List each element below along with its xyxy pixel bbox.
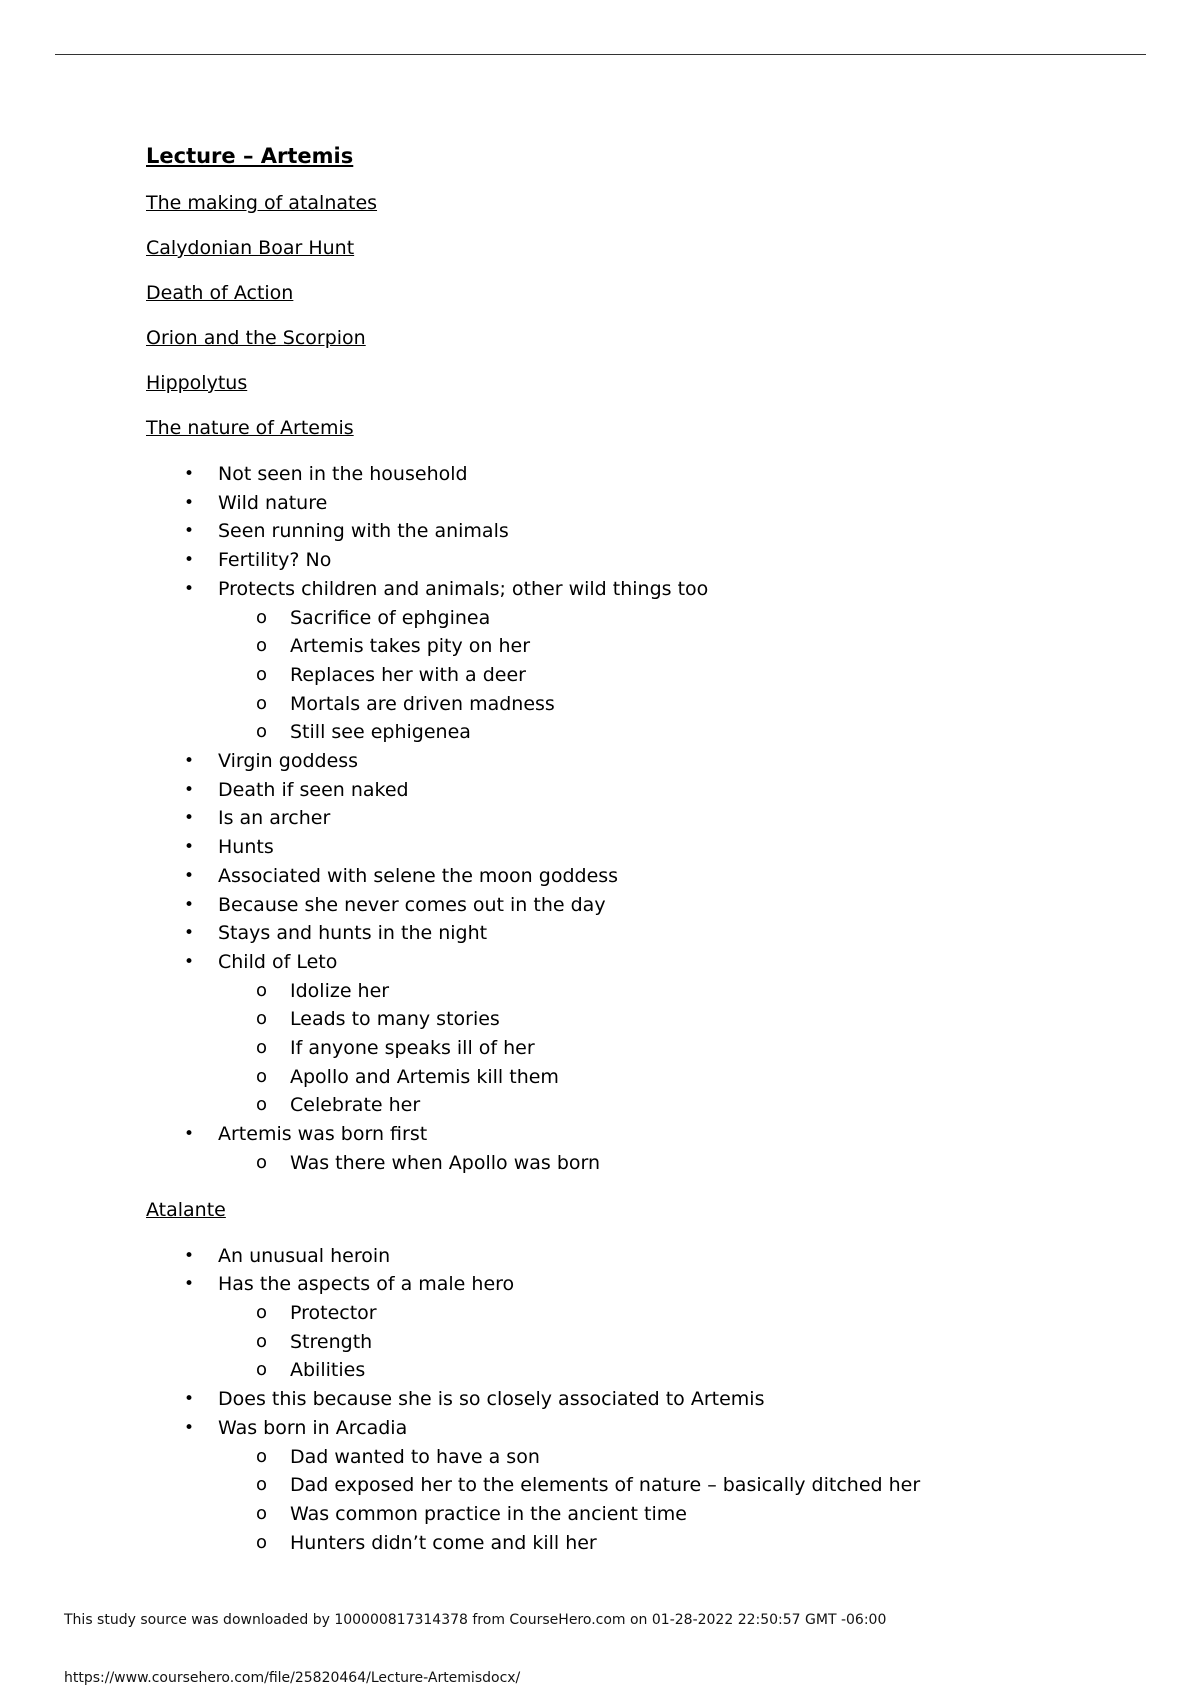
sub-list-item (218, 690, 1146, 719)
sub-bullet-icon: o (256, 1065, 268, 1087)
bullet-icon: • (184, 550, 195, 571)
list-item-text: Wild nature (218, 491, 328, 514)
list-item (146, 747, 1146, 776)
sub-list-item-text: Sacrifice of ephginea (290, 606, 491, 629)
bullet-icon: • (184, 1124, 195, 1145)
list-item (146, 776, 1146, 805)
download-notice: This study source was downloaded by 100000817314378 from CourseHero.com on 01-28-2022 22:50:57 GMT -06:00 (64, 1612, 887, 1628)
sub-list-item-text: Replaces her with a deer (290, 663, 526, 686)
sub-list-item (218, 661, 1146, 690)
bullet-icon: • (184, 521, 195, 542)
sub-list-item-text: Abilities (290, 1359, 366, 1382)
list-item (146, 489, 1146, 518)
list-item (146, 1414, 1146, 1558)
document-body (146, 142, 1146, 1576)
list-item (146, 862, 1146, 891)
list-item-text: Child of Leto (218, 950, 338, 973)
list-item-text: Was born in Arcadia (218, 1416, 408, 1439)
sub-list-item-text: Still see ephigenea (290, 721, 471, 744)
sub-bullet-icon: o (256, 1474, 268, 1496)
sub-list (218, 1299, 1146, 1385)
heading-nature-of-artemis: The nature of Artemis (146, 417, 354, 439)
sub-bullet-icon: o (256, 1502, 268, 1524)
source-url[interactable]: https://www.coursehero.com/file/25820464/Lecture-Artemisdocx/ (64, 1670, 521, 1686)
document-title: Lecture – Artemis (146, 144, 354, 168)
list-item-text: Artemis was born first (218, 1123, 428, 1146)
list-item (146, 517, 1146, 546)
header-rule (55, 54, 1146, 55)
sub-list-item-text: If anyone speaks ill of her (290, 1037, 535, 1060)
list-item (146, 1385, 1146, 1414)
list-item-text: Is an archer (218, 807, 331, 830)
sub-bullet-icon: o (256, 1094, 268, 1116)
sub-list-item (218, 632, 1146, 661)
sub-bullet-icon: o (256, 663, 268, 685)
sub-list-item (218, 1005, 1146, 1034)
sub-list-item (218, 1149, 1146, 1178)
bullet-icon: • (184, 923, 195, 944)
sub-list-item-text: Was there when Apollo was born (290, 1151, 601, 1174)
bullet-icon: • (184, 578, 195, 599)
sub-list (218, 1443, 1146, 1558)
sub-bullet-icon: o (256, 1037, 268, 1059)
bullet-icon: • (184, 779, 195, 800)
bullet-icon: • (184, 1417, 195, 1438)
sub-bullet-icon: o (256, 635, 268, 657)
list-item (146, 460, 1146, 489)
sub-list-item (218, 1471, 1146, 1500)
sub-bullet-icon: o (256, 1531, 268, 1553)
sub-list-item-text: Idolize her (290, 979, 390, 1002)
bullet-icon: • (184, 751, 195, 772)
sub-list-item (218, 1091, 1146, 1120)
sub-list-item (218, 1063, 1146, 1092)
atalante-list (146, 1242, 1146, 1558)
sub-list-item-text: Artemis takes pity on her (290, 635, 531, 658)
list-item (146, 948, 1146, 1120)
bullet-icon: • (184, 464, 195, 484)
sub-bullet-icon: o (256, 1445, 268, 1467)
list-item (146, 1242, 1146, 1271)
heading-death-of-action: Death of Action (146, 282, 294, 304)
list-item (146, 804, 1146, 833)
list-item-text: Because she never comes out in the day (218, 893, 606, 916)
sub-list (218, 1149, 1146, 1178)
list-item (146, 1270, 1146, 1385)
bullet-icon: • (184, 837, 195, 858)
list-item (146, 546, 1146, 575)
sub-list-item-text: Hunters didn’t come and kill her (290, 1531, 597, 1554)
heading-hippolytus: Hippolytus (146, 372, 248, 394)
sub-list-item (218, 1500, 1146, 1529)
sub-bullet-icon: o (256, 1359, 268, 1381)
sub-bullet-icon: o (256, 721, 268, 743)
sub-list-item (218, 1443, 1146, 1472)
sub-list-item-text: Dad wanted to have a son (290, 1445, 540, 1468)
heading-orion-and-scorpion: Orion and the Scorpion (146, 327, 366, 349)
sub-list-item (218, 718, 1146, 747)
bullet-icon: • (184, 1389, 195, 1410)
sub-list-item (218, 1356, 1146, 1385)
heading-making-of-atalante: The making of atalnates (146, 192, 378, 214)
list-item-text: Has the aspects of a male hero (218, 1273, 515, 1296)
sub-list-item (218, 1328, 1146, 1357)
list-item-text: Stays and hunts in the night (218, 922, 488, 945)
heading-calydonian-boar-hunt: Calydonian Boar Hunt (146, 237, 355, 259)
sub-list-item (218, 1034, 1146, 1063)
sub-bullet-icon: o (256, 979, 268, 1001)
sub-bullet-icon: o (256, 1330, 268, 1352)
sub-list (218, 977, 1146, 1121)
sub-bullet-icon: o (256, 692, 268, 714)
list-item-text: Not seen in the household (218, 463, 468, 485)
list-item (146, 891, 1146, 920)
list-item (146, 575, 1146, 747)
list-item-text: Virgin goddess (218, 750, 359, 773)
list-item-text: Seen running with the animals (218, 520, 509, 543)
sub-list-item-text: Protector (290, 1301, 377, 1324)
bullet-icon: • (184, 1274, 195, 1295)
sub-list (218, 604, 1146, 748)
bullet-icon: • (184, 951, 195, 972)
list-item-text: Hunts (218, 836, 274, 859)
sub-bullet-icon: o (256, 606, 268, 628)
sub-list-item-text: Was common practice in the ancient time (290, 1502, 687, 1525)
list-item-text: Does this because she is so closely associated to Artemis (218, 1388, 765, 1411)
list-item (146, 833, 1146, 862)
sub-list-item (218, 977, 1146, 1006)
sub-list-item (218, 604, 1146, 633)
sub-bullet-icon: o (256, 1008, 268, 1030)
sub-list-item (218, 1529, 1146, 1558)
list-item-text: Death if seen naked (218, 778, 409, 801)
list-item-text: Associated with selene the moon goddess (218, 864, 619, 887)
sub-bullet-icon: o (256, 1151, 268, 1173)
sub-bullet-icon: o (256, 1301, 268, 1323)
list-item-text: Fertility? No (218, 549, 332, 572)
sub-list-item-text: Mortals are driven madness (290, 692, 555, 715)
sub-list-item-text: Celebrate her (290, 1094, 421, 1117)
bullet-icon: • (184, 894, 195, 915)
bullet-icon: • (184, 492, 195, 513)
bullet-icon: • (184, 808, 195, 829)
list-item-text: An unusual heroin (218, 1244, 391, 1267)
list-item-text: Protects children and animals; other wild things too (218, 577, 709, 600)
list-item (146, 919, 1146, 948)
bullet-icon: • (184, 865, 195, 886)
heading-atalante: Atalante (146, 1198, 226, 1221)
sub-list-item (218, 1299, 1146, 1328)
sub-list-item-text: Strength (290, 1330, 373, 1353)
sub-list-item-text: Dad exposed her to the elements of nature – basically ditched her (290, 1474, 921, 1497)
nature-of-artemis-list (146, 460, 1146, 1178)
bullet-icon: • (184, 1245, 195, 1266)
list-item (146, 1120, 1146, 1177)
sub-list-item-text: Leads to many stories (290, 1008, 500, 1031)
sub-list-item-text: Apollo and Artemis kill them (290, 1065, 559, 1088)
